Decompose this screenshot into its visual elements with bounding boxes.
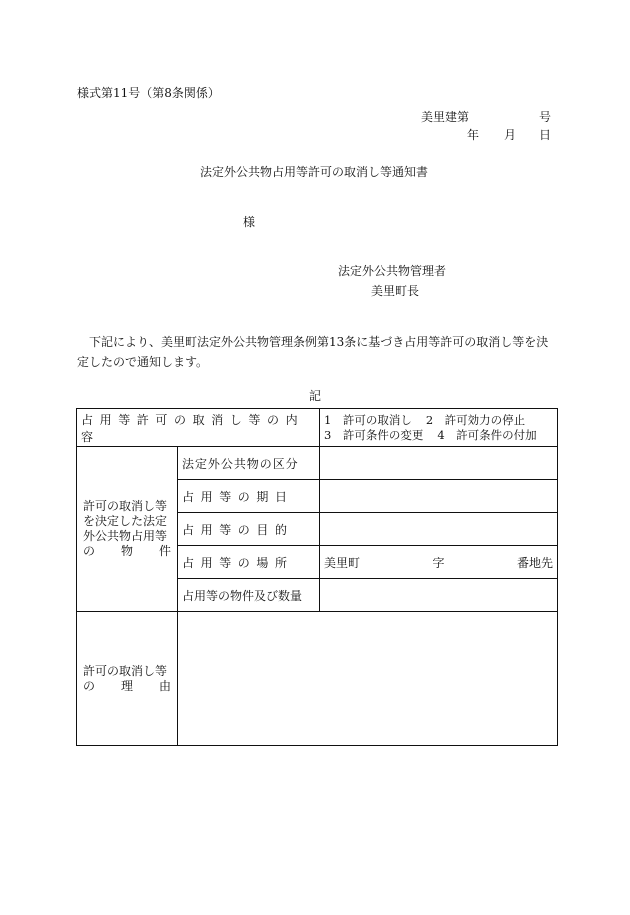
place-town: 美里町 — [324, 555, 361, 570]
label-char: の — [83, 678, 96, 693]
options-line-1 — [324, 413, 553, 428]
body-text: 下記により、美里町法定外公共物管理条例第13条に基づき占用等許可の取消し等を決定したので通知します。 — [77, 335, 549, 369]
label-char: 由 — [158, 678, 171, 693]
reason-label-line-1: 許可の取消し等 — [83, 663, 168, 678]
label-char: 理 — [120, 678, 133, 693]
sender-title: 法定外公共物管理者 — [338, 264, 447, 278]
reason-value[interactable] — [178, 612, 558, 746]
object-group-label-line-2: を決定した法定 — [83, 514, 168, 528]
recipient-suffix: 様 — [243, 215, 256, 229]
option-3: 3 許可条件の変更 — [324, 427, 424, 442]
row-value-category[interactable] — [320, 447, 558, 480]
row-value-place[interactable] — [320, 546, 558, 579]
document-number-prefix: 美里建第 — [421, 110, 470, 124]
reason-row — [77, 612, 558, 746]
row-value-period[interactable] — [320, 480, 558, 513]
place-banchi: 番地先 — [516, 555, 553, 570]
content-label: 占用等許可の取消し等の内容 — [77, 409, 320, 447]
date-day-label: 日 — [539, 128, 552, 142]
options-line-2 — [324, 428, 553, 443]
document-title: 法定外公共物占用等許可の取消し等通知書 — [200, 165, 429, 179]
object-row-1 — [77, 447, 558, 480]
row-label-place: 占用等の場所 — [178, 546, 320, 579]
object-group-label-line-4 — [83, 544, 171, 559]
document-number-suffix: 号 — [539, 110, 552, 124]
reason-label-line-2 — [83, 679, 171, 694]
place-parts — [324, 554, 553, 571]
notice-table — [76, 408, 558, 746]
object-group-label-line-1: 許可の取消し等 — [83, 499, 168, 513]
date-year-label: 年 — [467, 128, 480, 142]
row-label-period: 占用等の期日 — [178, 480, 320, 513]
ki-label: 記 — [309, 389, 322, 403]
label-char: 物 — [120, 544, 133, 558]
row-label-purpose: 占用等の目的 — [178, 513, 320, 546]
option-1: 1 許可の取消し — [324, 412, 412, 427]
option-4: 4 許可条件の付加 — [437, 427, 537, 442]
row-label-quantity: 占用等の物件及び数量 — [178, 579, 320, 612]
form-number: 様式第11号（第8条関係） — [77, 86, 220, 100]
row-value-purpose[interactable] — [320, 513, 558, 546]
object-group-label-line-3: 外公共物占用等 — [83, 529, 168, 543]
content-options — [320, 409, 558, 447]
label-char: の — [83, 544, 96, 558]
content-row — [77, 409, 558, 447]
date-month-label: 月 — [504, 128, 517, 142]
row-value-quantity[interactable] — [320, 579, 558, 612]
reason-label — [77, 612, 178, 746]
option-2: 2 許可効力の停止 — [425, 412, 526, 427]
row-label-category: 法定外公共物の区分 — [178, 447, 320, 480]
sender-name: 美里町長 — [371, 284, 420, 298]
label-char: 件 — [158, 544, 171, 558]
place-aza: 字 — [432, 555, 445, 570]
object-group-label — [77, 447, 178, 612]
